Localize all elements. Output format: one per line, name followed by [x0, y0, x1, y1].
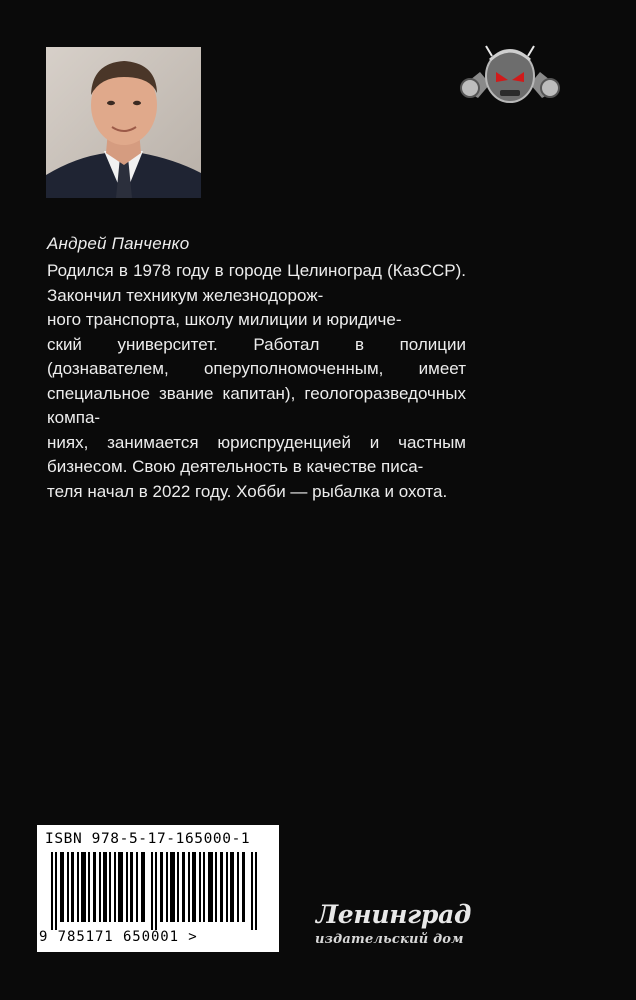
robot-skull-icon — [456, 38, 564, 110]
isbn-barcode — [37, 825, 279, 952]
isbn-number: ISBN 978-5-17-165000-1 — [45, 831, 251, 847]
author-photo — [46, 47, 201, 198]
publisher-logo — [312, 900, 472, 960]
author-name: Андрей Панченко — [47, 234, 190, 253]
barcode-bars — [45, 852, 271, 930]
author-bio: Родился в 1978 году в городе Целиноград (КазССР). Закончил техникум железнодорож- ного транспорта, школу милиции и юридиче- ский университет. Работал в полиции (дознавателем, оперуполномоченным, имеет специальное звание капитан), геологоразведочных компа- ниях, занимается юриспруденцией и частным бизнесом. Свою деятельность в качестве писа- теля начал в 2022 году. Хобби — рыбалка и охота. — [47, 261, 466, 501]
publisher-name: Ленинград — [316, 900, 472, 929]
publisher-subtitle: издательский дом — [315, 932, 464, 947]
ean-digits: 9 785171 650001 > — [39, 929, 198, 945]
